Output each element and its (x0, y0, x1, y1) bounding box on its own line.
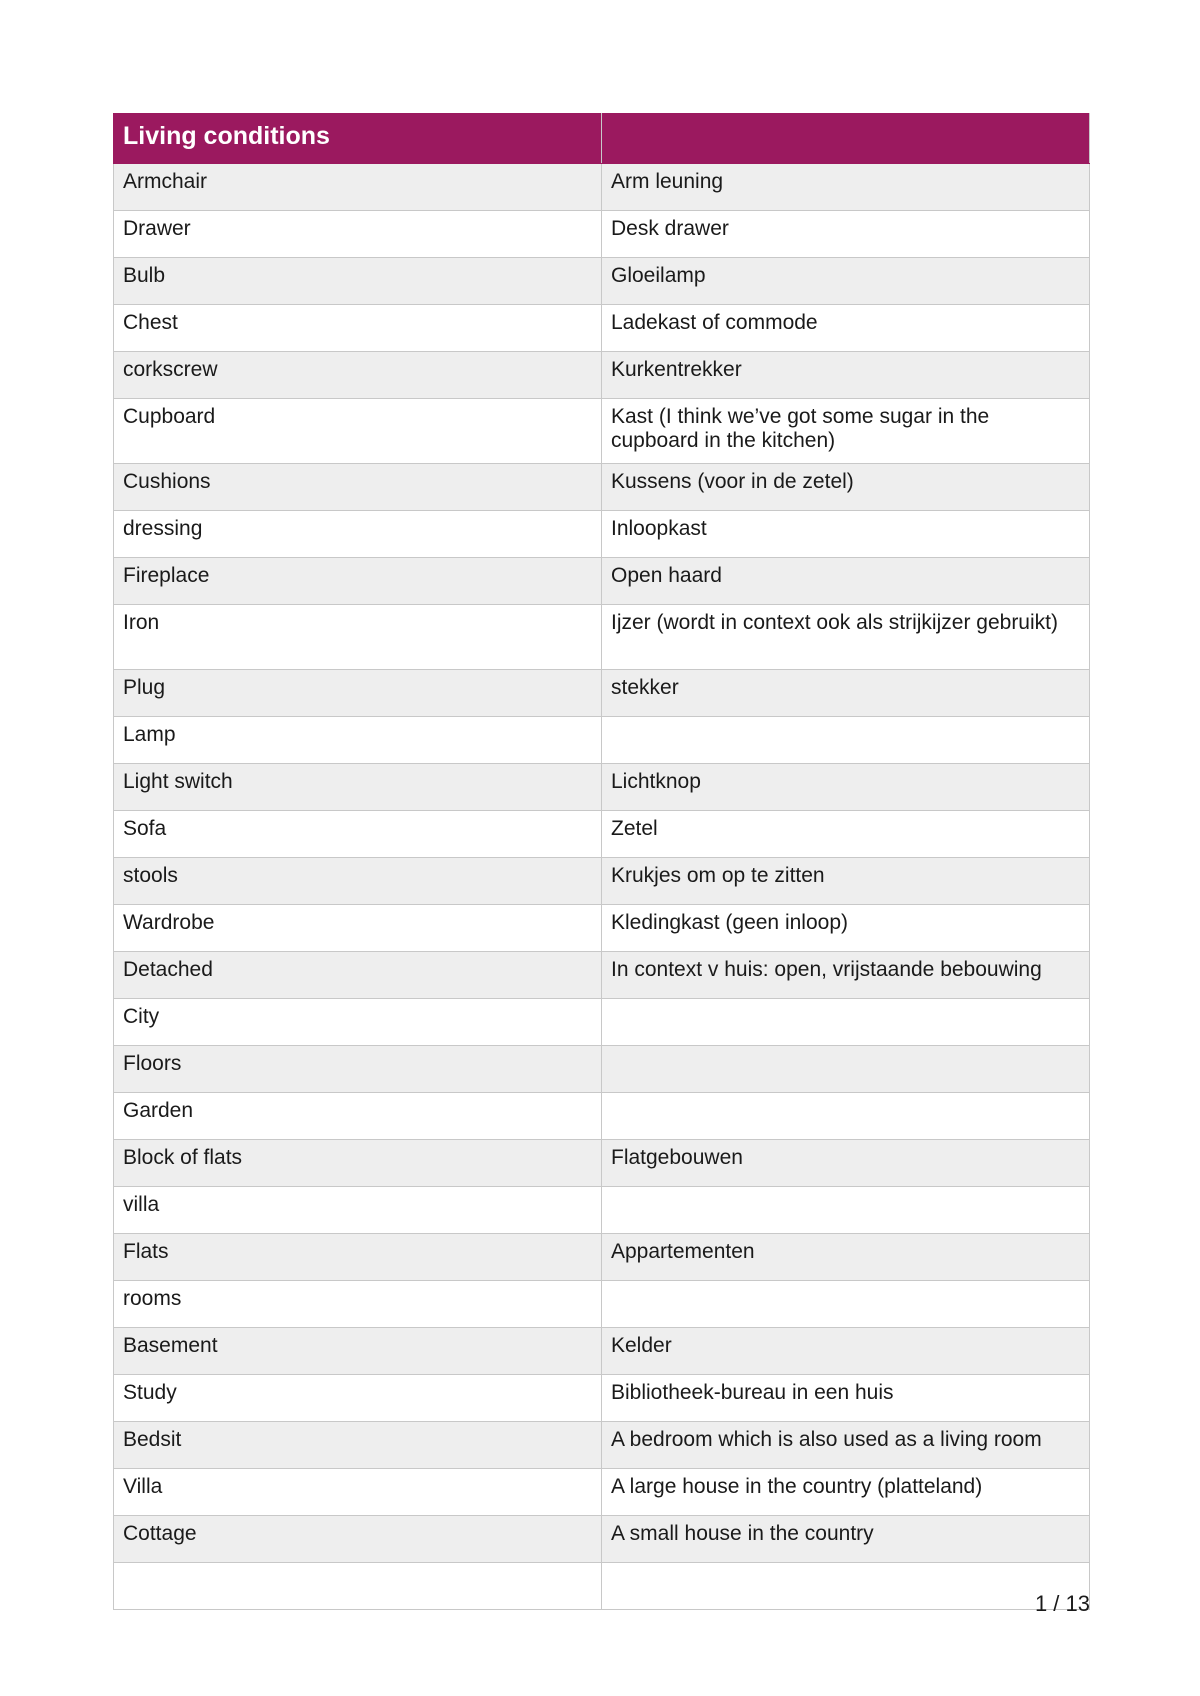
table-row (114, 717, 1090, 764)
table-body (114, 164, 1090, 1610)
translation-cell: Krukjes om op te zitten (602, 858, 1090, 905)
translation-cell: In context v huis: open, vrijstaande bebouwing (602, 952, 1090, 999)
table-title: Living conditions (114, 114, 602, 164)
english-term-cell: Drawer (114, 211, 602, 258)
translation-cell: Kussens (voor in de zetel) (602, 464, 1090, 511)
translation-cell: Bibliotheek-bureau in een huis (602, 1375, 1090, 1422)
translation-cell (602, 1281, 1090, 1328)
translation-cell: Desk drawer (602, 211, 1090, 258)
translation-cell: A bedroom which is also used as a living room (602, 1422, 1090, 1469)
table-row (114, 305, 1090, 352)
english-term-cell: Iron (114, 605, 602, 670)
english-term-cell: Plug (114, 670, 602, 717)
table-row (114, 1375, 1090, 1422)
table-row (114, 258, 1090, 305)
english-term-cell: Bedsit (114, 1422, 602, 1469)
table-row (114, 1422, 1090, 1469)
english-term-cell: Wardrobe (114, 905, 602, 952)
table-row (114, 464, 1090, 511)
translation-cell: Kledingkast (geen inloop) (602, 905, 1090, 952)
english-term-cell: Basement (114, 1328, 602, 1375)
english-term-cell: Villa (114, 1469, 602, 1516)
english-term-cell: Fireplace (114, 558, 602, 605)
translation-cell: Gloeilamp (602, 258, 1090, 305)
table-header-empty (602, 114, 1090, 164)
translation-cell: A small house in the country (602, 1516, 1090, 1563)
table-row (114, 811, 1090, 858)
translation-cell: Lichtknop (602, 764, 1090, 811)
english-term-cell: Flats (114, 1234, 602, 1281)
translation-cell (602, 999, 1090, 1046)
table-row (114, 1234, 1090, 1281)
table-row (114, 1469, 1090, 1516)
translation-cell: Appartementen (602, 1234, 1090, 1281)
english-term-cell: Block of flats (114, 1140, 602, 1187)
english-term-cell: Cushions (114, 464, 602, 511)
table-row (114, 511, 1090, 558)
english-term-cell: dressing (114, 511, 602, 558)
english-term-cell: villa (114, 1187, 602, 1234)
table-row (114, 211, 1090, 258)
english-term-cell: Bulb (114, 258, 602, 305)
translation-cell: Arm leuning (602, 164, 1090, 211)
english-term-cell: Chest (114, 305, 602, 352)
table-row (114, 164, 1090, 211)
translation-cell (602, 1093, 1090, 1140)
translation-cell: Zetel (602, 811, 1090, 858)
page-number: 1 / 13 (1034, 1591, 1090, 1616)
table-row (114, 1516, 1090, 1563)
table-row (114, 905, 1090, 952)
english-term-cell: Floors (114, 1046, 602, 1093)
table-row (114, 999, 1090, 1046)
table-row (114, 399, 1090, 464)
table-row (114, 858, 1090, 905)
english-term-cell: City (114, 999, 602, 1046)
english-term-cell: Light switch (114, 764, 602, 811)
table-row (114, 1563, 1090, 1610)
translation-cell (602, 1563, 1090, 1610)
translation-cell: Open haard (602, 558, 1090, 605)
translation-cell (602, 717, 1090, 764)
translation-cell: Ladekast of commode (602, 305, 1090, 352)
table-row (114, 1187, 1090, 1234)
table-row (114, 1328, 1090, 1375)
english-term-cell (114, 1563, 602, 1610)
translation-cell: Inloopkast (602, 511, 1090, 558)
english-term-cell: stools (114, 858, 602, 905)
english-term-cell: Lamp (114, 717, 602, 764)
table-row (114, 352, 1090, 399)
english-term-cell: Armchair (114, 164, 602, 211)
english-term-cell: Cottage (114, 1516, 602, 1563)
translation-cell (602, 1187, 1090, 1234)
translation-cell: Ijzer (wordt in context ook als strijkijzer gebruikt) (602, 605, 1090, 670)
table-row (114, 1281, 1090, 1328)
table-header-row (114, 114, 1090, 164)
table-row (114, 605, 1090, 670)
translation-cell (602, 1046, 1090, 1093)
table-row (114, 1046, 1090, 1093)
english-term-cell: Detached (114, 952, 602, 999)
table-row (114, 670, 1090, 717)
table-row (114, 764, 1090, 811)
english-term-cell: Garden (114, 1093, 602, 1140)
translation-cell: Flatgebouwen (602, 1140, 1090, 1187)
translation-cell: Kast (I think we’ve got some sugar in the cupboard in the kitchen) (602, 399, 1090, 464)
table-row (114, 952, 1090, 999)
translation-cell: A large house in the country (platteland) (602, 1469, 1090, 1516)
vocabulary-table (113, 113, 1090, 1610)
table-row (114, 1093, 1090, 1140)
english-term-cell: rooms (114, 1281, 602, 1328)
english-term-cell: Study (114, 1375, 602, 1422)
table-row (114, 1140, 1090, 1187)
english-term-cell: corkscrew (114, 352, 602, 399)
translation-cell: stekker (602, 670, 1090, 717)
table-row (114, 558, 1090, 605)
translation-cell: Kurkentrekker (602, 352, 1090, 399)
translation-cell: Kelder (602, 1328, 1090, 1375)
english-term-cell: Sofa (114, 811, 602, 858)
english-term-cell: Cupboard (114, 399, 602, 464)
